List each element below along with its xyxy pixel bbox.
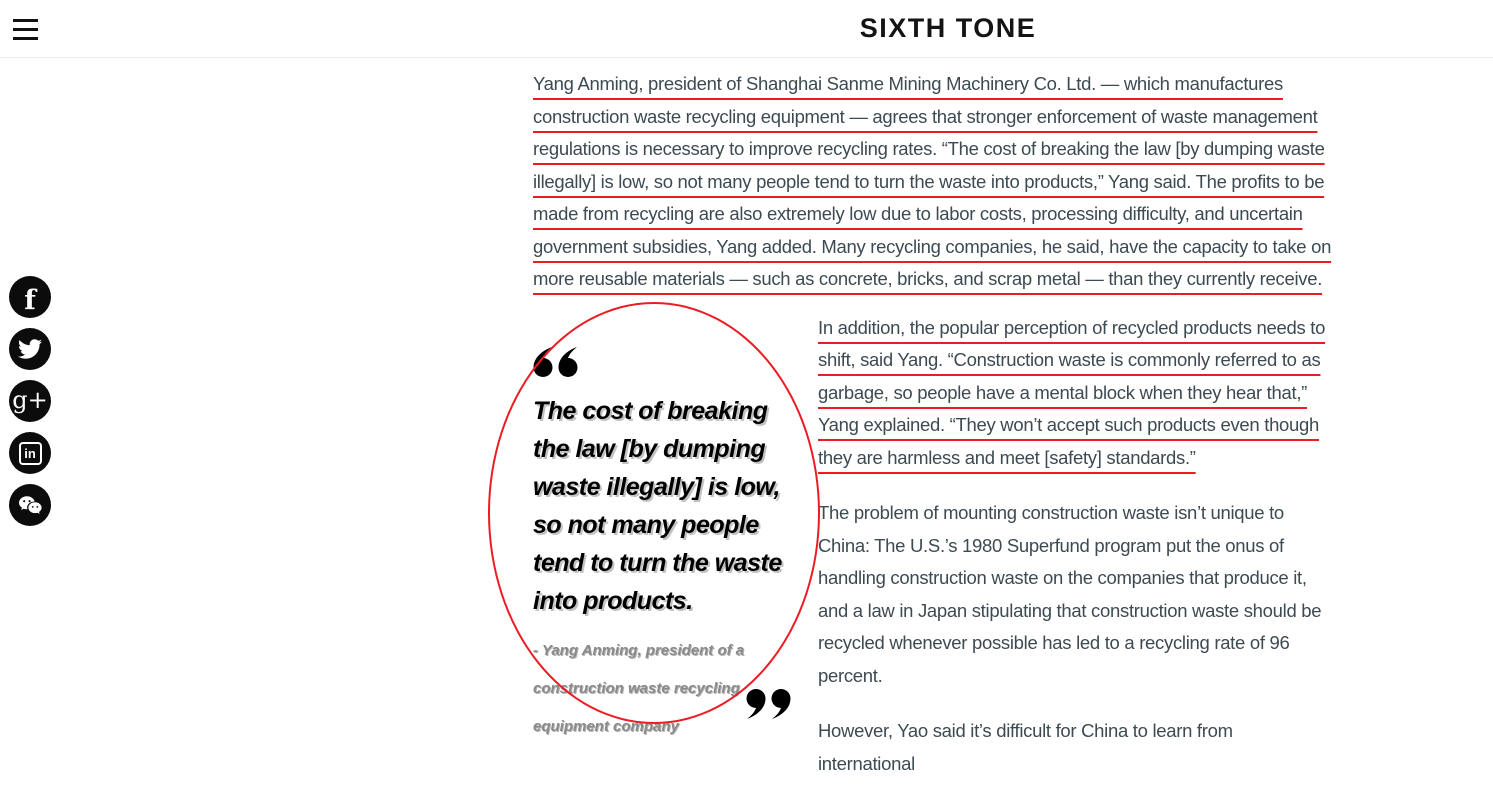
close-quote-icon [740, 678, 796, 718]
wechat-icon [17, 493, 43, 517]
article-body [533, 58, 1363, 803]
header [0, 0, 1493, 58]
article-paragraph-2: In addition, the popular perception of recycled products needs to shift, said Yang. “Construction waste is commonly referred to as garbage, so people have a mental block when they hear that,” Yang explained. “They won’t accept such products even though they are harmless and meet [safety] standards.” [818, 312, 1333, 475]
google-plus-icon: g+ [12, 386, 47, 414]
two-column-section [533, 306, 1363, 803]
article-paragraph-3: The problem of mounting construction waste isn’t unique to China: The U.S.’s 1980 Superfund program put the onus of handling construction waste on the companies that produce it, and a law in Japan stipulating that construction waste should be recycled whenever possible has led to a recycling rate of 96 percent. [818, 497, 1333, 692]
article-paragraph-4: However, Yao said it’s difficult for China to learn from international [818, 715, 1333, 780]
social-share-sidebar [9, 276, 51, 526]
twitter-icon [18, 337, 42, 361]
pull-quote-attribution: - Yang Anming, president of a construction waste recycling equipment company [533, 632, 803, 746]
hamburger-menu-icon[interactable] [13, 19, 38, 40]
facebook-share-button[interactable] [9, 276, 51, 318]
twitter-share-button[interactable] [9, 328, 51, 370]
google-plus-share-button[interactable] [9, 380, 51, 422]
pull-quote-text: The cost of breaking the law [by dumping waste illegally] is low, so not many people tend to turn the waste into products. [533, 392, 803, 620]
site-logo[interactable]: SIXTH TONE [533, 13, 1363, 44]
wechat-share-button[interactable] [9, 484, 51, 526]
facebook-icon: f [24, 285, 36, 316]
pull-quote-block [533, 306, 818, 803]
linkedin-icon: in [19, 442, 42, 465]
article-right-column [818, 306, 1333, 803]
open-quote-icon [530, 346, 803, 390]
article-paragraph-1: Yang Anming, president of Shanghai Sanme Mining Machinery Co. Ltd. — which manufactures construction waste recycling equipment — agrees that stronger enforcement of waste management regulations is necessary to improve recycling rates. “The cost of breaking the law [by dumping waste illegally] is low, so not many people tend to turn the waste into products,” Yang said. The profits to be made from recycling are also extremely low due to labor costs, processing difficulty, and uncertain government subsidies, Yang added. Many recycling companies, he said, have the capacity to take on more reusable materials — such as concrete, bricks, and scrap metal — than they currently receive. [533, 68, 1363, 296]
linkedin-share-button[interactable] [9, 432, 51, 474]
